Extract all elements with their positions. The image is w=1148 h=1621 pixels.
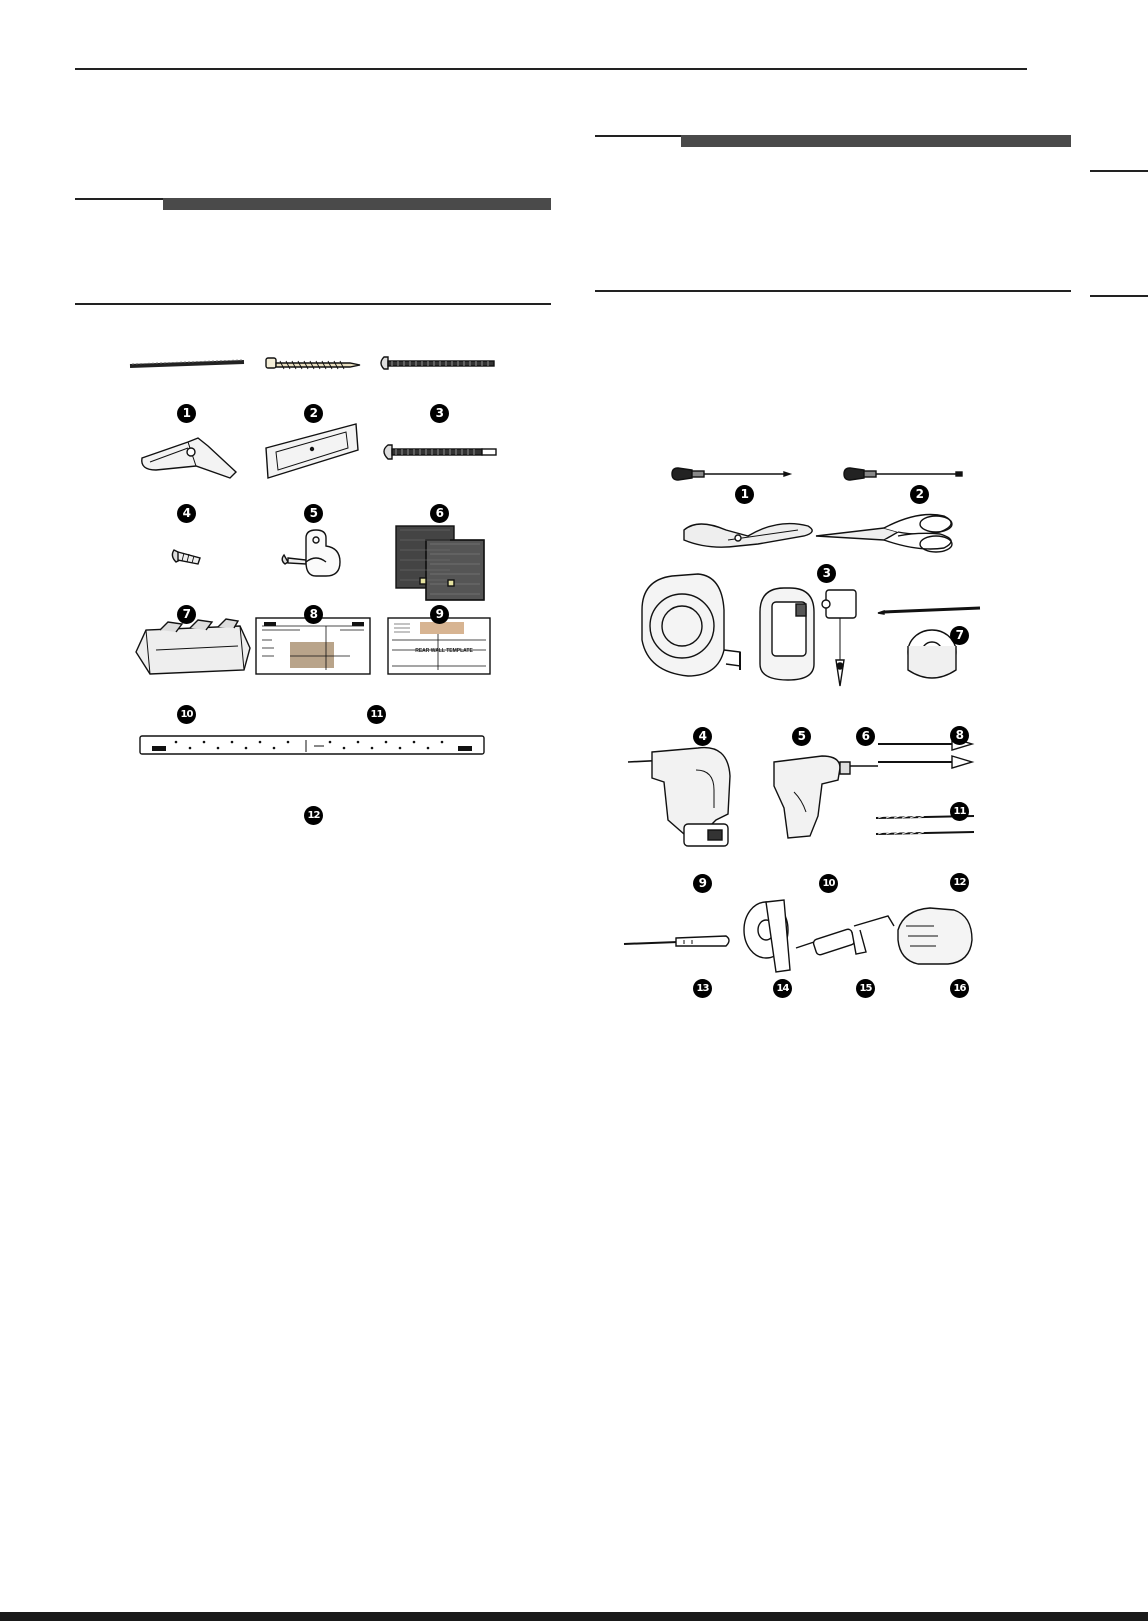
part-4-bracket-icon: [142, 438, 236, 478]
part-1-threaded-rod-icon: [130, 360, 244, 366]
tool-14-duct-tape-icon: [744, 900, 790, 972]
part-badge-5: 5: [304, 504, 323, 523]
tool-13-knife-icon: [624, 936, 729, 946]
tool-badge-10: 10: [819, 874, 838, 893]
side-tab-rule-bottom: [1090, 295, 1148, 297]
part-10-damper-icon: [136, 619, 250, 674]
tool-3-pliers-icon: [684, 524, 812, 548]
tool-16-gloves-icon: [898, 908, 972, 964]
parts-illustrations: [0, 330, 560, 850]
right-section-bar: [681, 135, 1071, 147]
tool-badge-12: 12: [950, 873, 969, 892]
part-7-screw-icon: [172, 550, 200, 564]
part-badge-4: 4: [177, 504, 196, 523]
left-section-rule-top: [75, 198, 163, 200]
part-badge-8: 8: [304, 605, 323, 624]
part-badge-10: 10: [177, 705, 196, 724]
tool-badge-3: 3: [817, 564, 836, 583]
tool-5-stud-finder-icon: [760, 588, 814, 680]
tool-7-pencil-icon: [878, 608, 980, 614]
tool-4-tape-measure-icon: [642, 574, 740, 676]
part-12-mounting-rail-icon: [140, 736, 484, 754]
template-sheet-heading: REAR WALL TEMPLATE: [415, 648, 473, 654]
part-badge-7: 7: [177, 605, 196, 624]
tool-badge-8: 8: [950, 726, 969, 745]
part-badge-6: 6: [430, 504, 449, 523]
part-badge-2: 2: [304, 404, 323, 423]
part-badge-12: 12: [304, 806, 323, 825]
tool-badge-11: 11: [950, 802, 969, 821]
part-3-long-bolt-icon: [381, 357, 494, 369]
tool-badge-5: 5: [792, 727, 811, 746]
tools-illustrations: [588, 440, 1148, 1000]
header-rule: [75, 68, 1027, 70]
tool-badge-15: 15: [856, 979, 875, 998]
tool-badge-2: 2: [910, 485, 929, 504]
tool-badge-1: 1: [735, 485, 754, 504]
side-tab-rule-top: [1090, 170, 1148, 172]
tool-badge-7: 7: [950, 626, 969, 645]
part-badge-11: 11: [367, 705, 386, 724]
tool-badge-9: 9: [693, 874, 712, 893]
part-11-template-sheet-b-icon: [388, 618, 490, 674]
tool-8-tape-roll-icon: [908, 630, 956, 678]
part-5-plate-icon: [266, 424, 358, 478]
tool-badge-16: 16: [950, 979, 969, 998]
tool-badge-14: 14: [773, 979, 792, 998]
right-section-rule-top: [595, 135, 681, 137]
part-11-template-sheet-a-icon: [256, 618, 370, 674]
tool-6-chalk-line-icon: [822, 590, 856, 686]
tool-badge-13: 13: [693, 979, 712, 998]
tool-badge-6: 6: [856, 727, 875, 746]
part-2-lag-screw-icon: [266, 358, 360, 369]
tool-1-phillips-screwdriver-icon: [672, 468, 790, 480]
right-subsection-rule: [595, 290, 1071, 292]
part-badge-3: 3: [430, 404, 449, 423]
tool-2-flat-screwdriver-icon: [844, 468, 962, 480]
tool-3-tin-snips-icon: [816, 515, 952, 553]
tool-10-drill-icon: [774, 756, 878, 838]
part-6-bolt-icon: [384, 445, 496, 459]
page-bottom-border: [0, 1612, 1148, 1621]
tool-badge-4: 4: [693, 727, 712, 746]
tool-15-caulk-gun-icon: [796, 916, 894, 956]
part-9-filters-icon: [396, 526, 484, 600]
left-section-bar: [163, 198, 551, 210]
tool-9-jigsaw-icon: [628, 748, 730, 846]
part-8-clamp-icon: [282, 530, 340, 576]
part-badge-9: 9: [430, 605, 449, 624]
left-subsection-rule: [75, 303, 551, 305]
part-badge-1: 1: [177, 404, 196, 423]
